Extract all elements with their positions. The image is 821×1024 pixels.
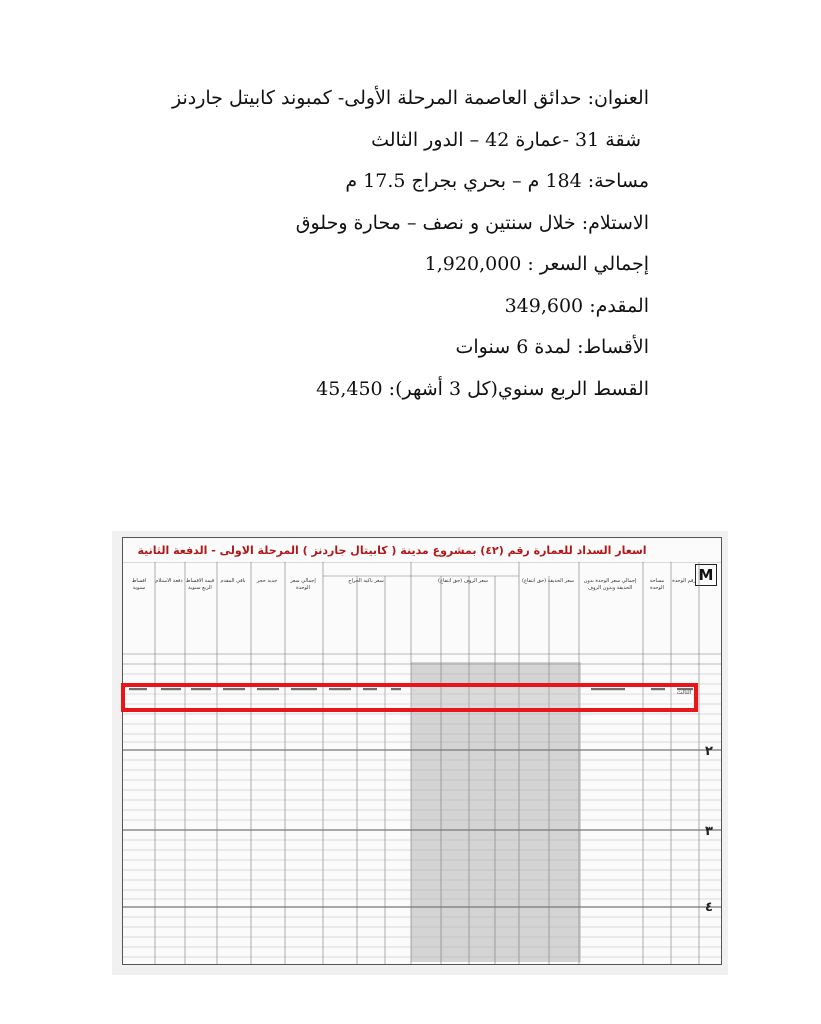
header-garage-price: سعر باكية الجراج	[348, 578, 384, 584]
header-remaining-down: باقي المقدم	[220, 578, 246, 584]
developer-logo: M	[695, 564, 717, 586]
area-line: مساحة: 184 م – بحري بجراج 17.5 م	[345, 170, 649, 192]
building-number-3: ٣	[705, 824, 713, 839]
address-line: العنوان: حدائق العاصمة المرحلة الأولى- كمبوند كابيتل جاردنز	[171, 87, 649, 109]
unit-line: شقة 31 -عمارة 42 – الدور الثالث	[371, 128, 641, 151]
quarterly-installment-line: القسط الربع سنوي(كل 3 أشهر): 45,450	[316, 377, 649, 400]
header-reservation: جدية حجز	[256, 578, 278, 584]
highlighted-floor-label: الثالث	[676, 689, 692, 696]
header-unit-number: رقم الوحدة	[672, 578, 696, 584]
header-base-price: إجمالي سعر الوحدة بدون الحديقة وبدون الروف	[583, 578, 637, 591]
price-table-image	[112, 531, 728, 975]
header-unit-area: مساحة الوحدة	[649, 578, 665, 591]
table-title: اسعار السداد للعمارة رقم (٤٢) بمشروع مدينة ( كابيتال جاردنز ) المرحلة الاولى - الدفعة الثانية	[137, 544, 647, 557]
highlighted-row-frame	[121, 683, 698, 712]
listing-details	[129, 78, 649, 410]
header-total-price: إجمالي سعر الوحدة	[290, 578, 316, 591]
header-garden-price: سعر الحديقة (حق انتفاع)	[522, 578, 574, 584]
price-table	[122, 537, 722, 965]
down-payment-line: المقدم: 349,600	[504, 294, 649, 317]
header-quarterly: قيمة الاقساط الربع سنوية	[185, 578, 215, 591]
delivery-line: الاستلام: خلال سنتين و نصف – محارة وحلوق	[295, 211, 649, 234]
header-delivery-payment: دفعة الاستلام	[155, 578, 183, 584]
building-number-4: ٤	[705, 900, 713, 915]
total-price-line: إجمالي السعر : 1,920,000	[424, 253, 649, 275]
table-grid	[123, 562, 722, 965]
building-number-2: ٢	[705, 744, 713, 759]
installments-line: الأقساط: لمدة 6 سنوات	[455, 336, 649, 358]
header-annual: اقساط سنوية	[131, 578, 147, 591]
header-roof-price: سعر الروف (حق انتفاع)	[438, 578, 488, 584]
